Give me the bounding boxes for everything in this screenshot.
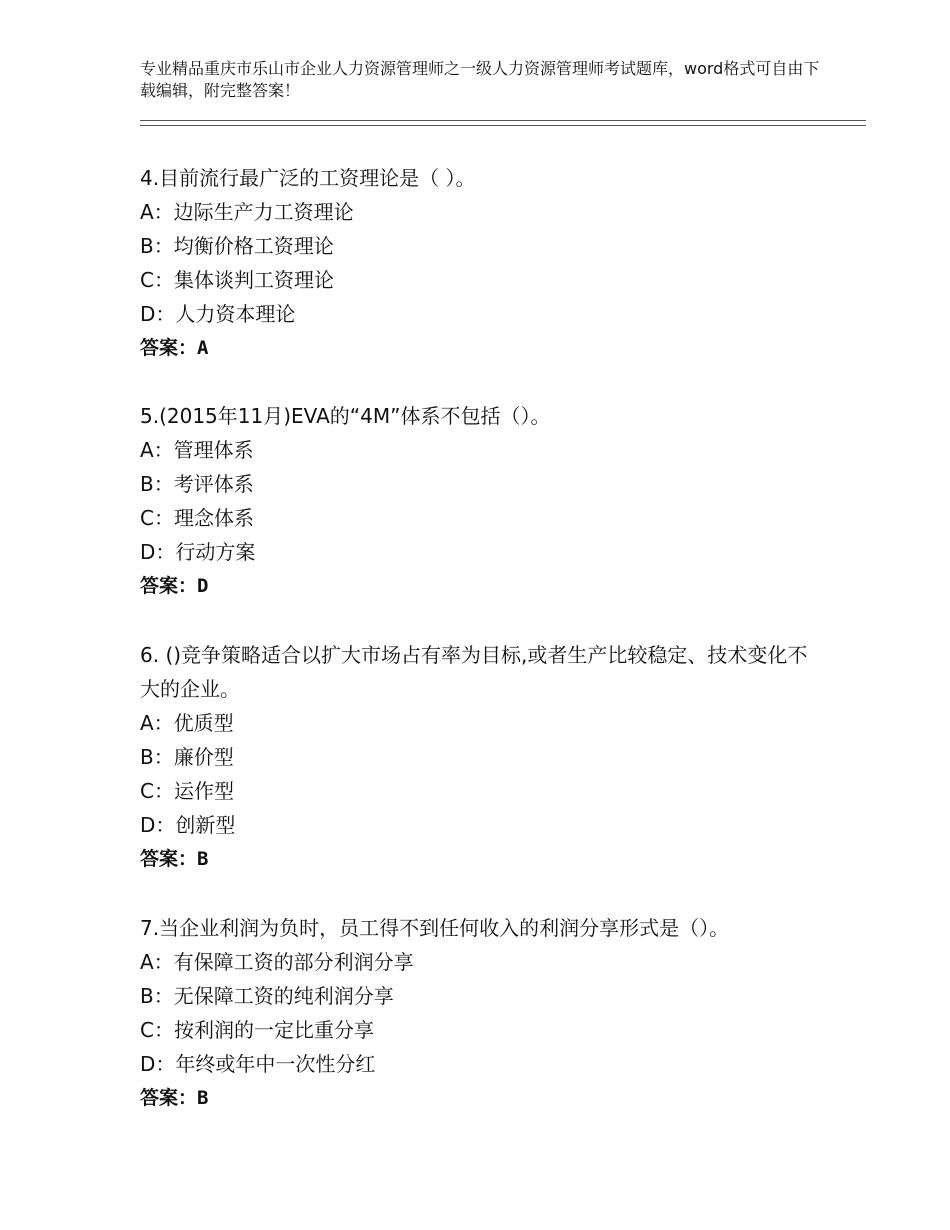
answer-label: 答案：: [140, 1087, 198, 1109]
question-stem: 6. ()竞争策略适合以扩大市场占有率为目标,或者生产比较稳定、技术变化不大的企业。: [140, 643, 808, 701]
option-c: C：按利润的一定比重分享: [140, 1018, 374, 1042]
header-text: 专业精品重庆市乐山市企业人力资源管理师之一级人力资源管理师考试题库，word格式可自由下载编辑，附完整答案！: [140, 59, 820, 100]
option-b: B：考评体系: [140, 472, 254, 496]
answer-line: [140, 1081, 820, 1115]
option-a: A：有保障工资的部分利润分享: [140, 950, 414, 974]
question-stem: 4.目前流行最广泛的工资理论是（ ）。: [140, 166, 476, 190]
answer-value: D: [197, 575, 209, 597]
option-a: A：边际生产力工资理论: [140, 200, 354, 224]
option-d: D：人力资本理论: [140, 302, 296, 326]
answer-label: 答案：: [140, 337, 198, 359]
answer-value: B: [197, 1087, 209, 1109]
option-b: B：均衡价格工资理论: [140, 234, 334, 258]
answer-line: [140, 331, 820, 365]
option-b: B：无保障工资的纯利润分享: [140, 984, 394, 1008]
option-d: D：行动方案: [140, 540, 256, 564]
header-divider: [140, 120, 866, 126]
option-d: D：年终或年中一次性分红: [140, 1052, 376, 1076]
option-c: C：运作型: [140, 779, 234, 803]
answer-value: B: [197, 848, 209, 870]
answer-line: [140, 842, 820, 876]
question-block: [140, 161, 820, 365]
option-d: D：创新型: [140, 813, 236, 837]
answer-line: [140, 569, 820, 603]
question-stem: 7.当企业利润为负时，员工得不到任何收入的利润分享形式是（）。: [140, 916, 730, 940]
question-stem: 5.(2015年11月)EVA的“4M”体系不包括（）。: [140, 404, 551, 428]
option-c: C：理念体系: [140, 506, 254, 530]
answer-label: 答案：: [140, 848, 198, 870]
question-block: [140, 399, 820, 603]
question-block: [140, 911, 820, 1115]
answer-label: 答案：: [140, 575, 198, 597]
answer-value: A: [197, 337, 209, 359]
document-header: [140, 58, 830, 102]
question-block: [140, 638, 820, 876]
option-c: C：集体谈判工资理论: [140, 268, 334, 292]
option-a: A：优质型: [140, 711, 234, 735]
option-a: A：管理体系: [140, 438, 254, 462]
option-b: B：廉价型: [140, 745, 234, 769]
